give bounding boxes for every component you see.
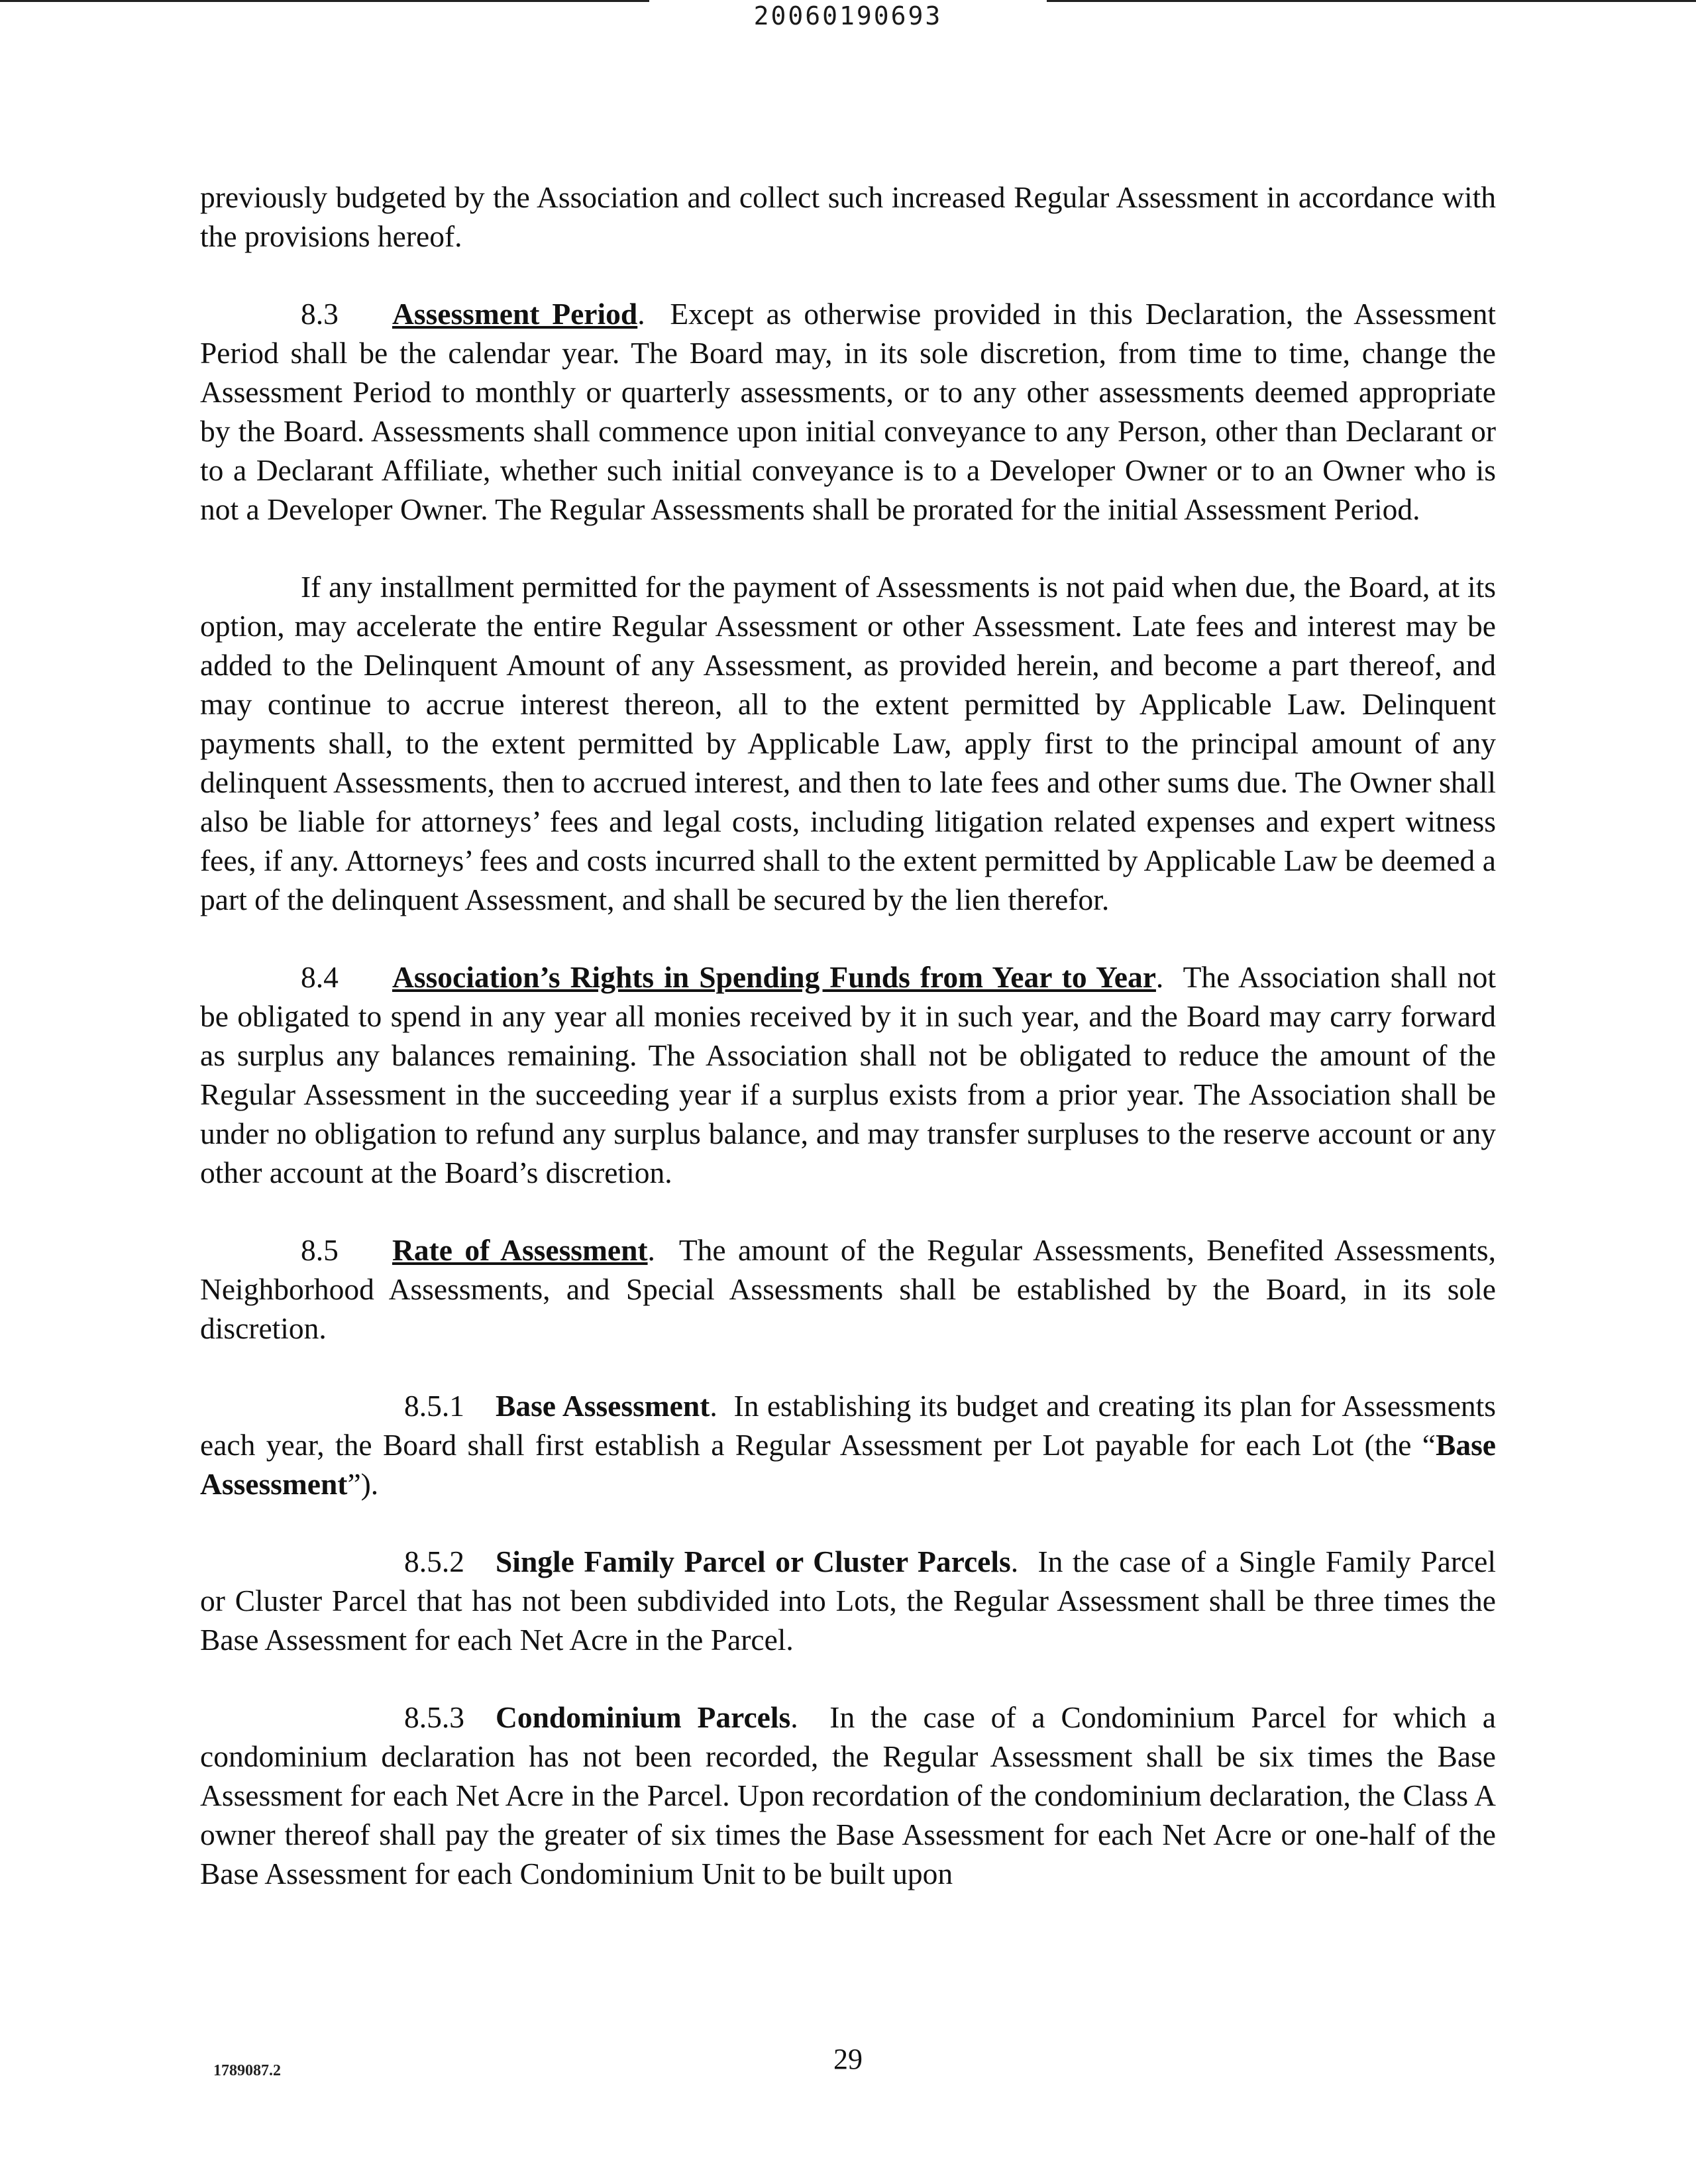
section-text: The Association shall not be obligated to spend in any year all monies received by it in such year, and the Board may carry forward as surplus any balances remaining. The Association shall not be obligated to reduce the amount of the Regular Assessment in the succeeding year if a surplus exists from a prior year. The Association shall be under no obligation to refund any surplus balance, and may transfer surpluses to the reserve account or any other account at the Board’s discretion.	[200, 960, 1497, 1189]
section-heading: Assessment Period	[392, 297, 638, 331]
defined-term: Base Assessment	[200, 1428, 1496, 1501]
section-8-5-3: 8.5.3 Condominium Parcels. In the case of a Condominium Parcel for which a condominium declaration has not been recorded, the Regular Assessment shall be six times the Base Assessment for each Net Acre in the Parcel. Upon recordation of the condominium declaration, the Class A owner thereof shall pay the greater of six times the Base Assessment for each Net Acre or one-half of the Base Assessment for each Condominium Unit to be built upon	[200, 1698, 1496, 1893]
section-text: In the case of a Single Family Parcel or Cluster Parcel that has not been subdivided into Lots, the Regular Assessment shall be three times the Base Assessment for each Net Acre in the Parcel.	[200, 1545, 1497, 1657]
section-heading: Single Family Parcel or Cluster Parcels	[496, 1545, 1011, 1578]
section-text: In establishing its budget and creating its plan for Assessments each year, the Board shall first establish a Regular Assessment per Lot payable for each Lot (the “	[200, 1389, 1496, 1462]
paragraph-installment: If any installment permitted for the payment of Assessments is not paid when due, the Board, at its option, may accelerate the entire Regular Assessment or other Assessment. Late fees and interest may be added to the Delinquent Amount of any Assessment, as provided herein, and become a part thereof, and may continue to accrue interest thereon, all to the extent permitted by Applicable Law. Delinquent payments shall, to the extent permitted by Applicable Law, apply first to the principal amount of any delinquent Assessments, then to accrued interest, and then to late fees and other sums due. The Owner shall also be liable for attorneys’ fees and legal costs, including litigation related expenses and expert witness fees, if any. Attorneys’ fees and costs incurred shall to the extent permitted by Applicable Law be deemed a part of the delinquent Assessment, and shall be secured by the lien therefor.	[200, 570, 1496, 916]
section-text: The amount of the Regular Assessments, Benefited Assessments, Neighborhood Assessments, and Special Assessments shall be established by the Board, in its sole discretion.	[200, 1233, 1496, 1345]
section-number: 8.5.3	[404, 1700, 464, 1734]
section-text-end: ”).	[347, 1467, 379, 1501]
section-text: In the case of a Condominium Parcel for which a condominium declaration has not been recorded, the Regular Assessment shall be six times the Base Assessment for each Net Acre in the Parcel. Upon recordation of the condominium declaration, the Class A owner thereof shall pay the greater of six times the Base Assessment for each Net Acre or one-half of the Base Assessment for each Condominium Unit to be built upon	[200, 1700, 1496, 1890]
footer-document-code: 1789087.2	[213, 2062, 281, 2079]
section-heading: Base Assessment	[496, 1389, 710, 1423]
page-number: 29	[833, 2043, 863, 2075]
paragraph-continuation: previously budgeted by the Association and collect such increased Regular Assessment in accordance with the provisions hereof.	[200, 180, 1496, 253]
section-8-5: 8.5 Rate of Assessment. The amount of the Regular Assessments, Benefited Assessments, Neighborhood Assessments, and Special Assessments shall be established by the Board, in its sole discretion.	[200, 1230, 1496, 1348]
section-heading: Condominium Parcels	[496, 1700, 791, 1734]
section-8-5-1: 8.5.1 Base Assessment. In establishing its budget and creating its plan for Assessments each year, the Board shall first establish a Regular Assessment per Lot payable for each Lot (the “Base Assessment”).	[200, 1386, 1496, 1503]
section-8-3: 8.3 Assessment Period. Except as otherwise provided in this Declaration, the Assessment Period shall be the calendar year. The Board may, in its sole discretion, from time to time, change the Assessment Period to monthly or quarterly assessments, or to any other assessments deemed appropriate by the Board. Assessments shall commence upon initial conveyance to any Person, other than Declarant or to a Declarant Affiliate, whether such initial conveyance is to a Developer Owner or to an Owner who is not a Developer Owner. The Regular Assessments shall be prorated for the initial Assessment Period.	[200, 294, 1496, 529]
section-text: Except as otherwise provided in this Declaration, the Assessment Period shall be the calendar year. The Board may, in its sole discretion, from time to time, change the Assessment Period to monthly or quarterly assessments, or to any other assessments deemed appropriate by the Board. Assessments shall commence upon initial conveyance to any Person, other than Declarant or to a Declarant Affiliate, whether such initial conveyance is to a Developer Owner or to an Owner who is not a Developer Owner. The Regular Assessments shall be prorated for the initial Assessment Period.	[200, 297, 1496, 526]
section-number: 8.5.2	[404, 1545, 464, 1578]
section-number: 8.5.1	[404, 1389, 464, 1423]
page-body	[200, 178, 1496, 1932]
document-number: 20060190693	[753, 1, 943, 30]
section-number: 8.3	[301, 297, 339, 331]
section-8-4: 8.4 Association’s Rights in Spending Funds from Year to Year. The Association shall not be obligated to spend in any year all monies received by it in such year, and the Board may carry forward as surplus any balances remaining. The Association shall not be obligated to reduce the amount of the Regular Assessment in the succeeding year if a surplus exists from a prior year. The Association shall be under no obligation to refund any surplus balance, and may transfer surpluses to the reserve account or any other account at the Board’s discretion.	[200, 957, 1496, 1192]
section-number: 8.5	[301, 1233, 339, 1267]
section-8-5-2: 8.5.2 Single Family Parcel or Cluster Parcels. In the case of a Single Family Parcel or Cluster Parcel that has not been subdivided into Lots, the Regular Assessment shall be three times the Base Assessment for each Net Acre in the Parcel.	[200, 1542, 1496, 1659]
section-heading: Rate of Assessment	[392, 1233, 648, 1267]
section-number: 8.4	[301, 960, 339, 994]
section-heading: Association’s Rights in Spending Funds from Year to Year	[392, 960, 1156, 994]
